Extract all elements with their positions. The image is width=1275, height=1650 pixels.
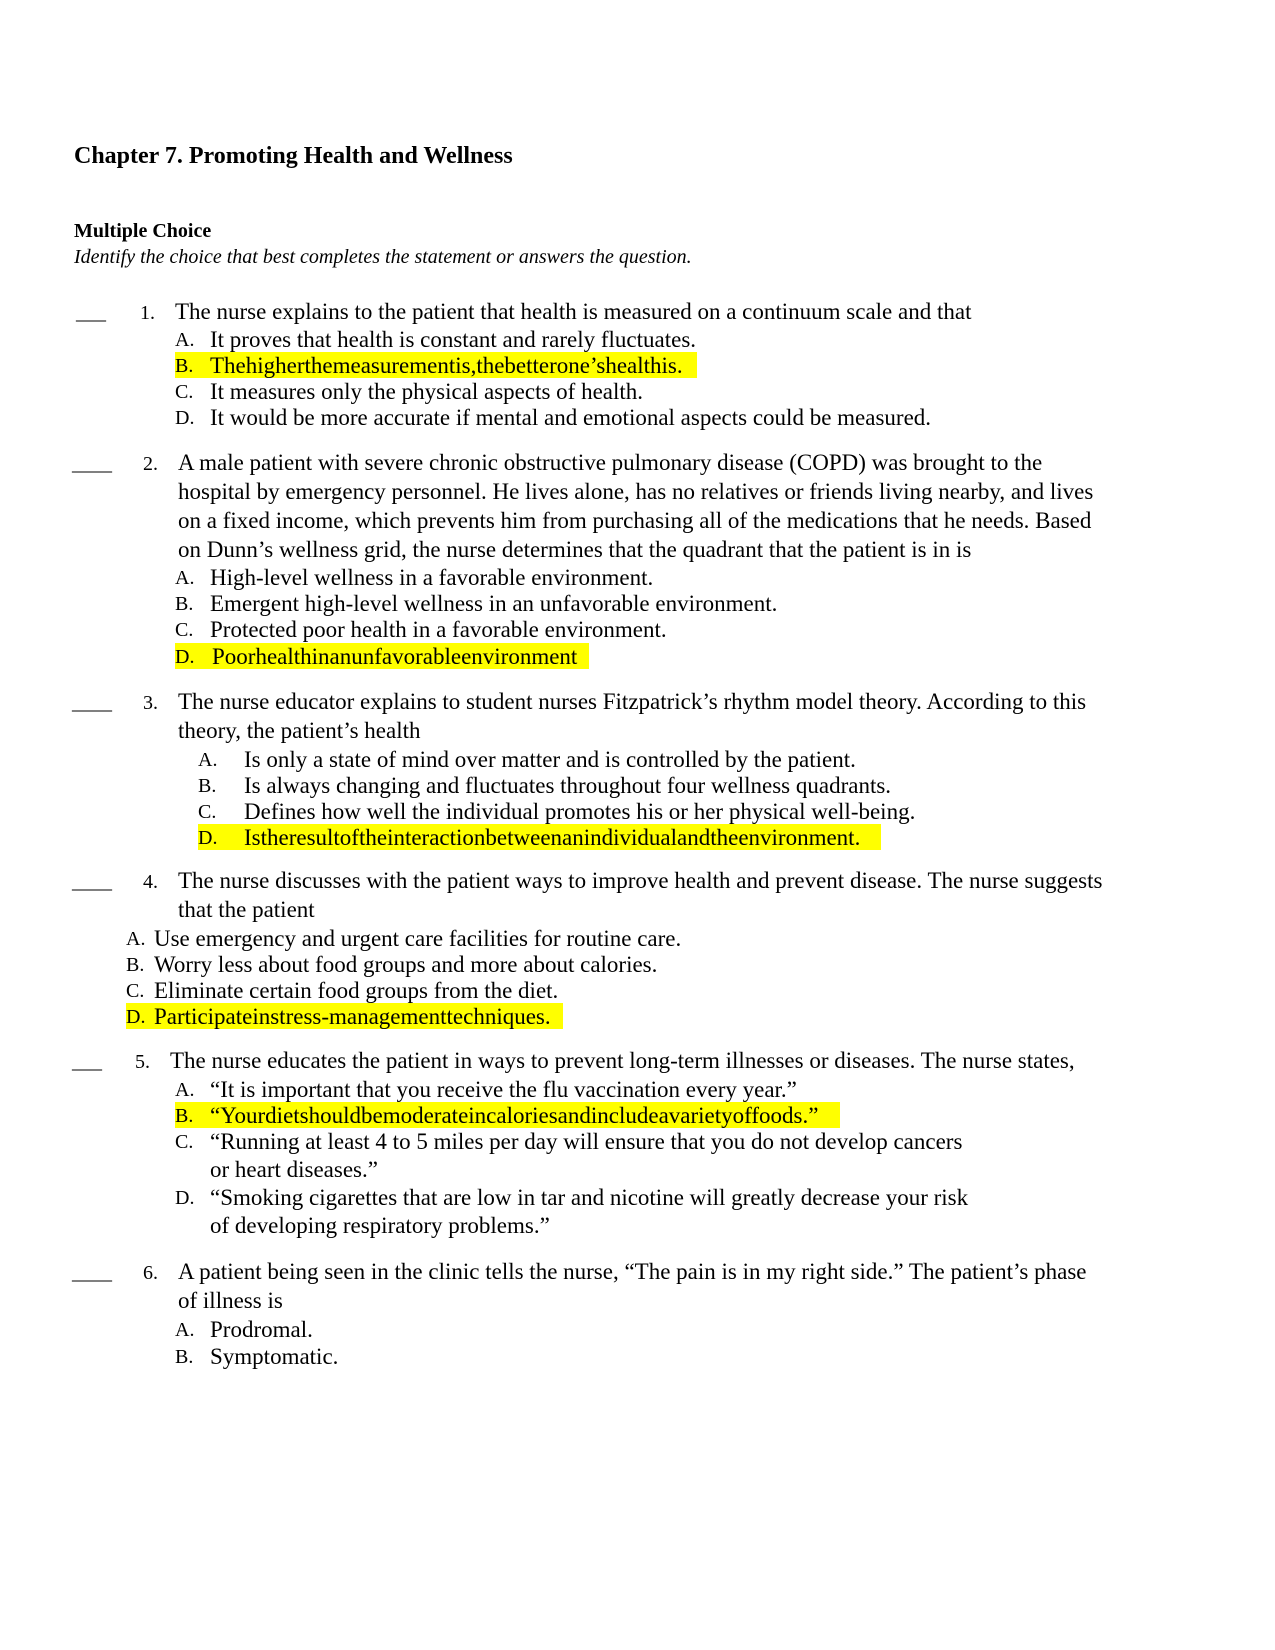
option-letter: B. [198,775,217,797]
option-letter: B. [175,593,194,615]
option-text: Eliminate certain food groups from the diet. [154,978,559,1003]
question-text-line: A patient being seen in the clinic tells the nurse, “The pain is in my right side.” The patient’s phase [178,1259,1087,1284]
option-letter: A. [126,928,146,950]
question-number: 3. [143,692,158,714]
option-text: It would be more accurate if mental and emotional aspects could be measured. [210,405,932,430]
option-letter: C. [175,381,194,403]
option-text-continued: or heart diseases.” [210,1157,378,1182]
option-text: Use emergency and urgent care facilities for routine care. [154,926,682,951]
option-text: Defines how well the individual promotes his or her physical well-being. [244,799,916,824]
option-letter: B. [175,1105,194,1127]
option-text: Emergent high-level wellness in an unfavorable environment. [210,591,778,616]
option-letter: A. [175,1319,195,1341]
question-number: 1. [140,302,155,324]
question-number: 6. [143,1262,158,1284]
option-letter: C. [198,801,217,823]
option-text: “Running at least 4 to 5 miles per day will ensure that you do not develop cancers [210,1129,963,1154]
answer-blank[interactable]: ___ [76,302,106,324]
option-text: High-level wellness in a favorable environment. [210,565,654,590]
answer-blank[interactable]: ____ [72,453,112,475]
question-number: 4. [143,871,158,893]
option-d-highlighted[interactable] [198,824,881,850]
option-text: It measures only the physical aspects of health. [210,379,644,404]
instructions: Identify the choice that best completes the statement or answers the question. [74,246,692,268]
option-letter: C. [175,619,194,641]
question-text: The nurse explains to the patient that health is measured on a continuum scale and that [175,299,972,324]
option-text: “Yourdietshouldbemoderateincaloriesandincludeavarietyoffoods.” [210,1103,819,1128]
option-text: Worry less about food groups and more about calories. [154,952,658,977]
option-letter: A. [175,1079,195,1101]
option-d-highlighted[interactable] [175,643,589,669]
option-text: Poorhealthinanunfavorableenvironment [212,644,578,669]
option-letter: D. [175,1187,195,1209]
question-number: 5. [135,1051,150,1073]
section-heading: Multiple Choice [74,220,212,242]
option-text: “Smoking cigarettes that are low in tar and nicotine will greatly decrease your risk [210,1185,969,1210]
question-text-line: of illness is [178,1288,283,1313]
answer-blank[interactable]: ____ [72,1262,112,1284]
answer-blank[interactable]: ____ [72,871,112,893]
question-text-line: on Dunn’s wellness grid, the nurse determines that the quadrant that the patient is in is [178,537,972,562]
question-text-line: hospital by emergency personnel. He lives alone, has no relatives or friends living nearby, and lives [178,479,1094,504]
option-letter: B. [175,355,194,377]
option-letter: D. [126,1006,146,1028]
option-text: Symptomatic. [210,1344,339,1369]
question-number: 2. [143,453,158,475]
option-d-highlighted[interactable] [126,1003,563,1029]
option-text: It proves that health is constant and rarely fluctuates. [210,327,697,352]
question-text-line: The nurse educator explains to student nurses Fitzpatrick’s rhythm model theory. According to this [178,689,1087,714]
question-text-line: The nurse discusses with the patient ways to improve health and prevent disease. The nurse suggests [178,868,1103,893]
option-letter: B. [175,1346,194,1368]
option-text-continued: of developing respiratory problems.” [210,1213,550,1238]
option-text: Is always changing and fluctuates throughout four wellness quadrants. [244,773,892,798]
option-text: “It is important that you receive the flu vaccination every year.” [210,1077,797,1102]
option-text: Participateinstress-managementtechniques. [154,1004,551,1029]
question-text-line: theory, the patient’s health [178,718,421,743]
option-letter: C. [126,980,145,1002]
option-letter: C. [175,1131,194,1153]
option-letter: D. [198,827,218,849]
option-letter: A. [198,749,218,771]
question-text-line: that the patient [178,897,315,922]
option-text: Prodromal. [210,1317,313,1342]
question-text-line: on a fixed income, which prevents him from purchasing all of the medications that he needs. Based [178,508,1092,533]
option-letter: A. [175,329,195,351]
question-text: The nurse educates the patient in ways to prevent long-term illnesses or diseases. The nurse states, [170,1048,1075,1073]
answer-blank[interactable]: ____ [72,692,112,714]
question-text-line: A male patient with severe chronic obstructive pulmonary disease (COPD) was brought to the [178,450,1043,475]
option-b-highlighted[interactable] [175,1102,840,1128]
option-text: Thehigherthemeasurementis,thebetterone’shealthis. [210,353,683,378]
option-text: Is only a state of mind over matter and is controlled by the patient. [244,747,856,772]
answer-blank[interactable]: ___ [72,1051,102,1073]
option-b-highlighted[interactable] [175,352,697,378]
chapter-title: Chapter 7. Promoting Health and Wellness [74,143,513,169]
option-letter: B. [126,954,145,976]
option-letter: D. [175,407,195,429]
option-text: Protected poor health in a favorable environment. [210,617,667,642]
option-letter: D. [175,646,195,668]
option-letter: A. [175,567,195,589]
option-text: Istheresultoftheinteractionbetweenanindividualandtheenvironment. [244,825,861,850]
